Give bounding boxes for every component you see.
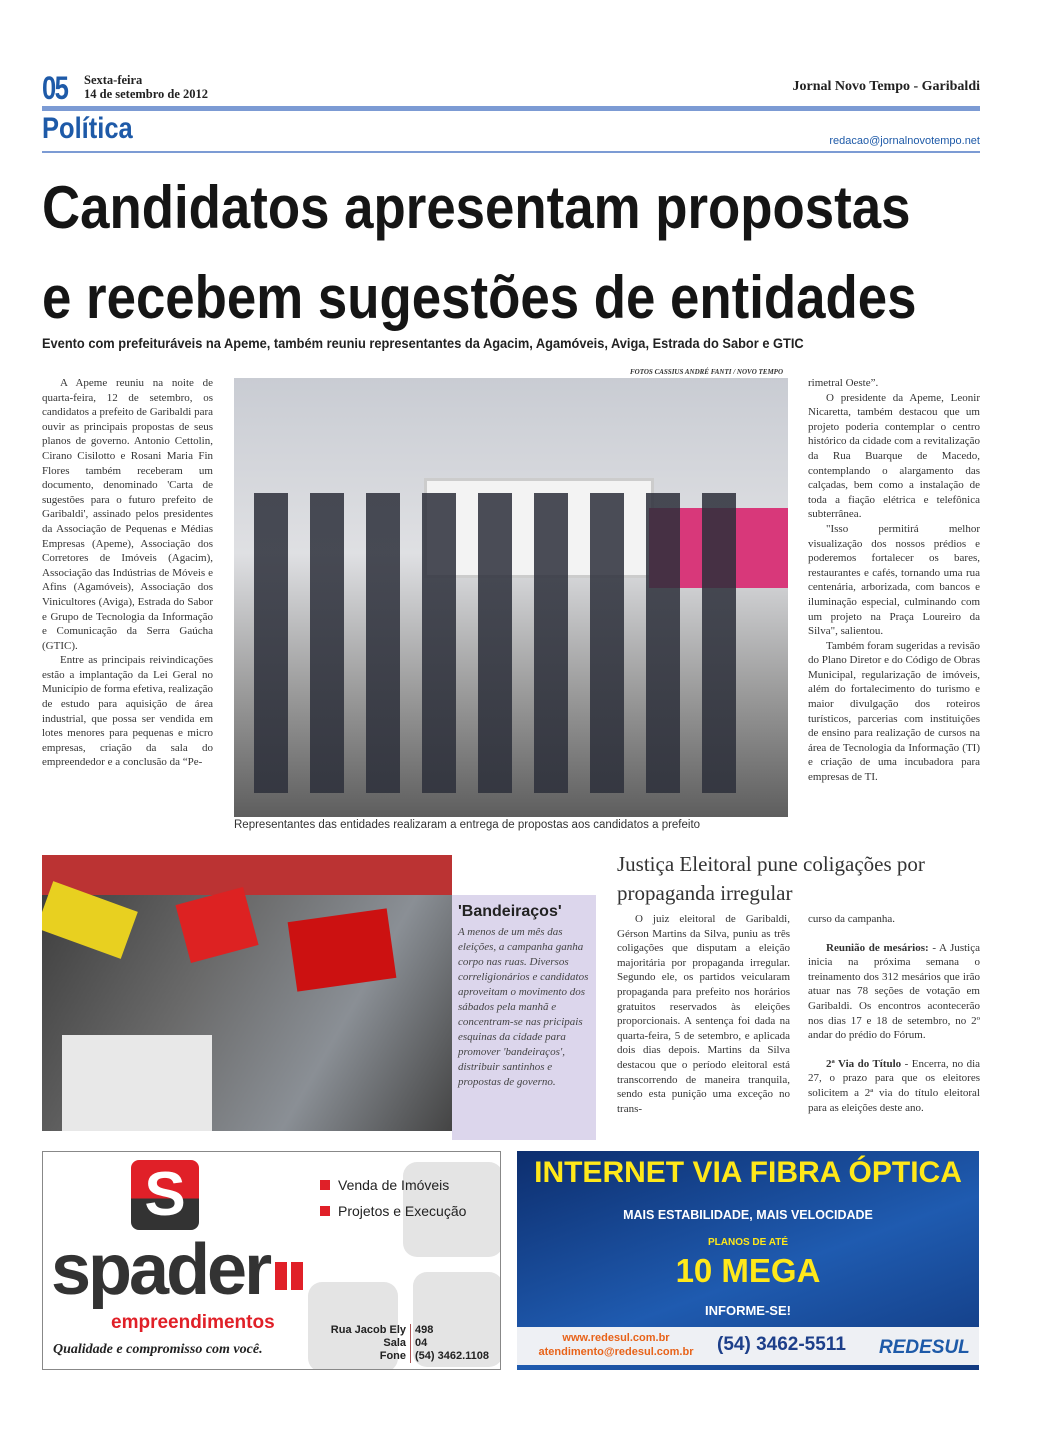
spader-logo-icon: S bbox=[131, 1160, 199, 1230]
service-item bbox=[320, 1172, 466, 1198]
service-label: Venda de Imóveis bbox=[338, 1177, 450, 1193]
headline-line: Candidatos apresentam propostas bbox=[42, 174, 911, 241]
article-column-1 bbox=[42, 376, 213, 770]
label: Fone bbox=[379, 1350, 406, 1362]
spader-ad[interactable] bbox=[42, 1151, 501, 1370]
service-label: Projetos e Execução bbox=[338, 1203, 467, 1219]
redesul-ad[interactable] bbox=[517, 1151, 979, 1370]
label: Sala bbox=[383, 1337, 406, 1349]
people bbox=[254, 493, 754, 793]
article-column-2 bbox=[808, 376, 980, 785]
service-item bbox=[320, 1198, 466, 1224]
second-article-column-1 bbox=[617, 912, 790, 1116]
lead-in: Reunião de mesários: bbox=[826, 941, 929, 954]
header-rule bbox=[42, 106, 980, 111]
street-campaign-photo bbox=[42, 855, 452, 1131]
flag bbox=[288, 908, 397, 991]
ad-email[interactable]: atendimento@redesul.com.br bbox=[538, 1346, 694, 1358]
ad-contacts bbox=[523, 1331, 709, 1359]
photo-credit: FOTOS CASSIUS ANDRÉ FANTI / NOVO TEMPO bbox=[630, 368, 784, 376]
section-title: Política bbox=[42, 112, 133, 145]
headline bbox=[42, 163, 917, 343]
paragraph: curso da campanha. bbox=[808, 913, 896, 925]
redesul-logo: REDESUL bbox=[879, 1337, 970, 1358]
spader-brand-squares bbox=[275, 1262, 303, 1290]
paragraph bbox=[808, 1057, 980, 1115]
spader-brand: spader bbox=[51, 1230, 270, 1310]
date: 14 de setembro de 2012 bbox=[84, 87, 209, 101]
headline-line: e recebem sugestões de entidades bbox=[42, 264, 917, 331]
value: (54) 3462.1108 bbox=[415, 1350, 490, 1362]
ad-cta: INFORME-SE! bbox=[705, 1303, 791, 1318]
ad-footer bbox=[517, 1327, 979, 1365]
ad-headline: INTERNET VIA FIBRA ÓPTICA bbox=[534, 1156, 962, 1189]
ad-speed: 10 MEGA bbox=[675, 1252, 821, 1289]
weekday: Sexta-feira bbox=[84, 73, 143, 87]
lead-in: 2ª Via do Título bbox=[826, 1057, 902, 1070]
ad-tagline: MAIS ESTABILIDADE, MAIS VELOCIDADE bbox=[623, 1208, 873, 1222]
value: 498 bbox=[415, 1324, 434, 1336]
second-headline: Justiça Eleitoral pune coligações por propaganda irregular bbox=[617, 852, 925, 905]
label: Rua Jacob Ely bbox=[330, 1324, 406, 1336]
services-list bbox=[320, 1172, 466, 1224]
ad-plans: PLANOS DE ATÉ bbox=[707, 1237, 788, 1248]
issue-date bbox=[84, 73, 208, 101]
paragraph: O presidente da Apeme, Leonir Nicaretta, também destacou que um projeto poderia contemplar o centro histórico da cidade com a revitalização da Rua Buarque de Macedo, contemplando o alargamento das calçadas, bem como a instalação de toda a fiação elétrica e telefônica subterrânea. bbox=[808, 391, 980, 521]
ad-phone: (54) 3462-5511 bbox=[717, 1334, 846, 1355]
pickup-truck bbox=[62, 1035, 212, 1131]
second-article-column-2 bbox=[808, 912, 980, 1115]
paragraph: Também foram sugeridas a revisão do Plano Diretor e do Código de Obras Municipal, regularização de imóveis, além do fortalecimento do turismo e maior divulgação dos roteiros turísticos, parcerias com instituições de ensino para realização de cursos na área de Tecnologia da Informação (TI) e criação de uma incubadora para empresas de TI. bbox=[808, 639, 980, 784]
sidebar-title: 'Bandeiraços' bbox=[458, 903, 562, 920]
paragraph: Entre as principais reivindicações estão a implantação da Lei Geral no Município de forma efetiva, realização de estudo para aquisição de área industrial, que possa ser vendida em lotes menores para pequenas e micro empresas, criação da sala do empreendedor e a conclusão da “Pe- bbox=[42, 654, 213, 769]
page-number: 05 bbox=[42, 70, 68, 106]
paragraph: O juiz eleitoral de Garibaldi, Gérson Martins da Silva, puniu as três coligações que disputam a eleição majoritária por propaganda irregular. Segundo ele, os partidos veicularam propaganda para prefeito nos horários gratuitos reservados às eleições proporcionais. A sentença foi dada na quarta-feira, 5 de setembro, e aplicada dois dias depois. Martins da Silva destacou que o período eleitoral está transcorrendo de maneira tranquila, sendo esta punição uma exceção no trans- bbox=[617, 913, 790, 1115]
address-values bbox=[410, 1324, 489, 1363]
group-photo bbox=[234, 378, 788, 817]
paragraph-text: - A Justiça inicia na próxima semana o treinamento dos 312 mesários que irão atuar nas 78 seções de votação em Garibaldi. Os encontros acontecerão nos dias 17 e 18 de setembro, no 2º andar do prédio do Fórum. bbox=[808, 941, 981, 1042]
sidebar-box bbox=[452, 895, 596, 1140]
value: 04 bbox=[415, 1337, 428, 1349]
spader-sub: empreendimentos bbox=[111, 1312, 275, 1333]
paragraph-text: - Encerra, no dia 27, o prazo para que os eleitores solicitem a 2ª via do título eleitoral para as eleições deste ano. bbox=[808, 1057, 981, 1114]
paragraph bbox=[808, 941, 980, 1043]
section-rule bbox=[42, 151, 980, 153]
ad-site[interactable]: www.redesul.com.br bbox=[562, 1332, 670, 1344]
paragraph: rimetral Oeste”. bbox=[808, 377, 879, 389]
photo-caption: Representantes das entidades realizaram a entrega de propostas aos candidatos a prefeito bbox=[234, 819, 701, 831]
address-labels bbox=[318, 1324, 406, 1363]
paragraph: A Apeme reuniu na noite de quarta-feira, 12 de setembro, os candidatos a prefeito de Garibaldi para ouvir as principais propostas de seus planos de governo. Antonio Cettolin, Cirano Cisilotto e Rosani Maria Fin Flores também receberam um documento, denominado 'Carta de sugestões para o futuro prefeito de Garibaldi', assinado pelos presidentes da Associação de Pequenas e Médias Empresas (Apeme), Associação dos Corretores de Imóveis (Agacim), Associação das Indústrias de Móveis e Afins (Agamóveis), Associação dos Vinicultores (Aviga), Estrada do Sabor e Grupo de Tecnologia da Informação e Comunicação da Serra Gaúcha (GTIC). bbox=[42, 377, 213, 652]
flag bbox=[175, 887, 258, 963]
newspaper-name: Jornal Novo Tempo - Garibaldi bbox=[792, 79, 980, 94]
contact-email[interactable]: redacao@jornalnovotempo.net bbox=[829, 135, 980, 147]
sidebar-text: A menos de um mês das eleições, a campanha ganha corpo nas ruas. Diversos correligionários e candidatos aproveitam o movimento dos sábados pela manhã e concentram-se nas pricipais esquinas da cidade para promover 'bandeiraços', distribuir santinhos e propostas de governo. bbox=[458, 926, 589, 1088]
paragraph: "Isso permitirá melhor visualização dos nossos prédios e poderemos fortalecer os bares, restaurantes e cafés, tornando uma rua centenária, arborizada, com bancos e iluminação especial, culminando com um projeto na Praça Loureiro da Silva", salientou. bbox=[808, 522, 980, 638]
storefront bbox=[42, 855, 452, 895]
subheadline: Evento com prefeituráveis na Apeme, também reuniu representantes da Agacim, Agamóveis, Aviga, Estrada do Sabor e GTIC bbox=[42, 336, 804, 351]
spader-slogan: Qualidade e compromisso com você. bbox=[53, 1342, 263, 1357]
